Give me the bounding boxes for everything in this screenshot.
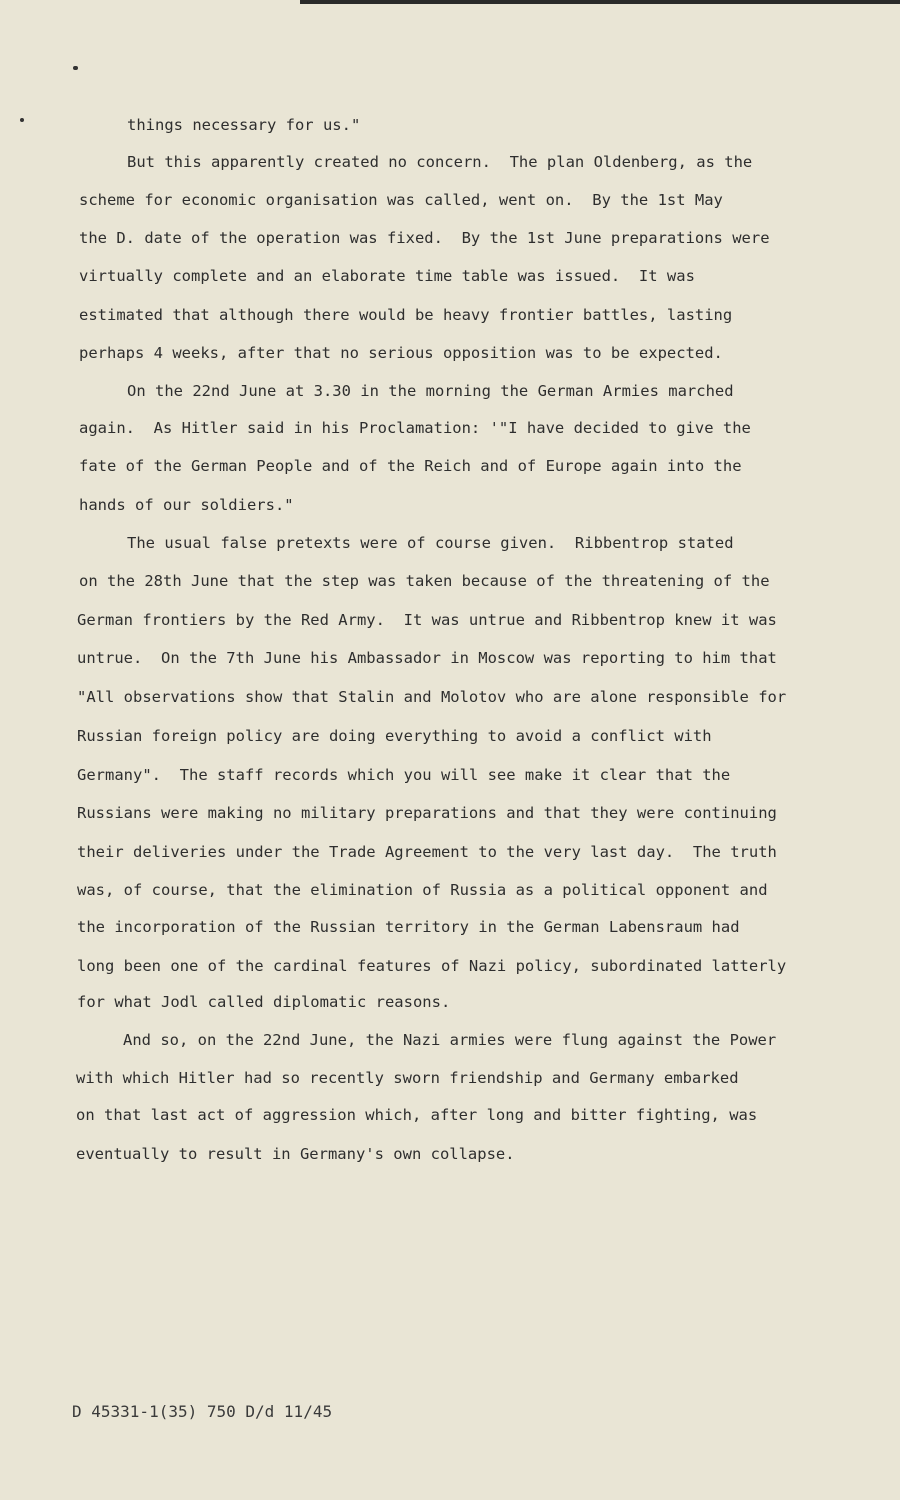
text-line: with which Hitler had so recently sworn friendship and Germany embarked	[76, 1069, 739, 1087]
text-line: perhaps 4 weeks, after that no serious opposition was to be expected.	[79, 344, 723, 362]
text-line: fate of the German People and of the Reich and of Europe again into the	[79, 457, 742, 475]
text-line: again. As Hitler said in his Proclamation: '"I have decided to give the	[79, 419, 751, 437]
text-line: untrue. On the 7th June his Ambassador in Moscow was reporting to him that	[77, 649, 777, 667]
text-line: eventually to result in Germany's own collapse.	[76, 1145, 515, 1163]
text-line: things necessary for us."	[127, 116, 361, 134]
print-reference-code: D 45331-1(35) 750 D/d 11/45	[72, 1402, 333, 1421]
text-line: scheme for economic organisation was called, went on. By the 1st May	[79, 191, 723, 209]
text-line: hands of our soldiers."	[79, 496, 294, 514]
text-line: the D. date of the operation was fixed. By the 1st June preparations were	[79, 229, 770, 247]
text-line: on the 28th June that the step was taken because of the threatening of the	[79, 572, 770, 590]
text-line: And so, on the 22nd June, the Nazi armies were flung against the Power	[123, 1031, 777, 1049]
text-line: estimated that although there would be heavy frontier battles, lasting	[79, 306, 733, 324]
text-line: for what Jodl called diplomatic reasons.	[77, 993, 451, 1011]
text-line: on that last act of aggression which, after long and bitter fighting, was	[76, 1106, 758, 1124]
text-line: But this apparently created no concern. The plan Oldenberg, as the	[127, 153, 753, 171]
text-line: Russian foreign policy are doing everything to avoid a conflict with	[77, 727, 712, 745]
text-line: was, of course, that the elimination of Russia as a political opponent and	[77, 881, 768, 899]
ink-speck	[73, 66, 78, 70]
text-line: the incorporation of the Russian territory in the German Labensraum had	[77, 918, 740, 936]
text-line: Russians were making no military preparations and that they were continuing	[77, 804, 777, 822]
scan-edge-line	[300, 0, 900, 4]
text-line: "All observations show that Stalin and Molotov who are alone responsible for	[77, 688, 787, 706]
text-line: The usual false pretexts were of course given. Ribbentrop stated	[127, 534, 734, 552]
text-line: German frontiers by the Red Army. It was untrue and Ribbentrop knew it was	[77, 611, 777, 629]
text-line: virtually complete and an elaborate time table was issued. It was	[79, 267, 695, 285]
ink-speck	[20, 118, 24, 122]
text-line: On the 22nd June at 3.30 in the morning the German Armies marched	[127, 382, 734, 400]
text-line: Germany". The staff records which you will see make it clear that the	[77, 766, 731, 784]
text-line: their deliveries under the Trade Agreement to the very last day. The truth	[77, 843, 777, 861]
text-line: long been one of the cardinal features of Nazi policy, subordinated latterly	[77, 957, 787, 975]
